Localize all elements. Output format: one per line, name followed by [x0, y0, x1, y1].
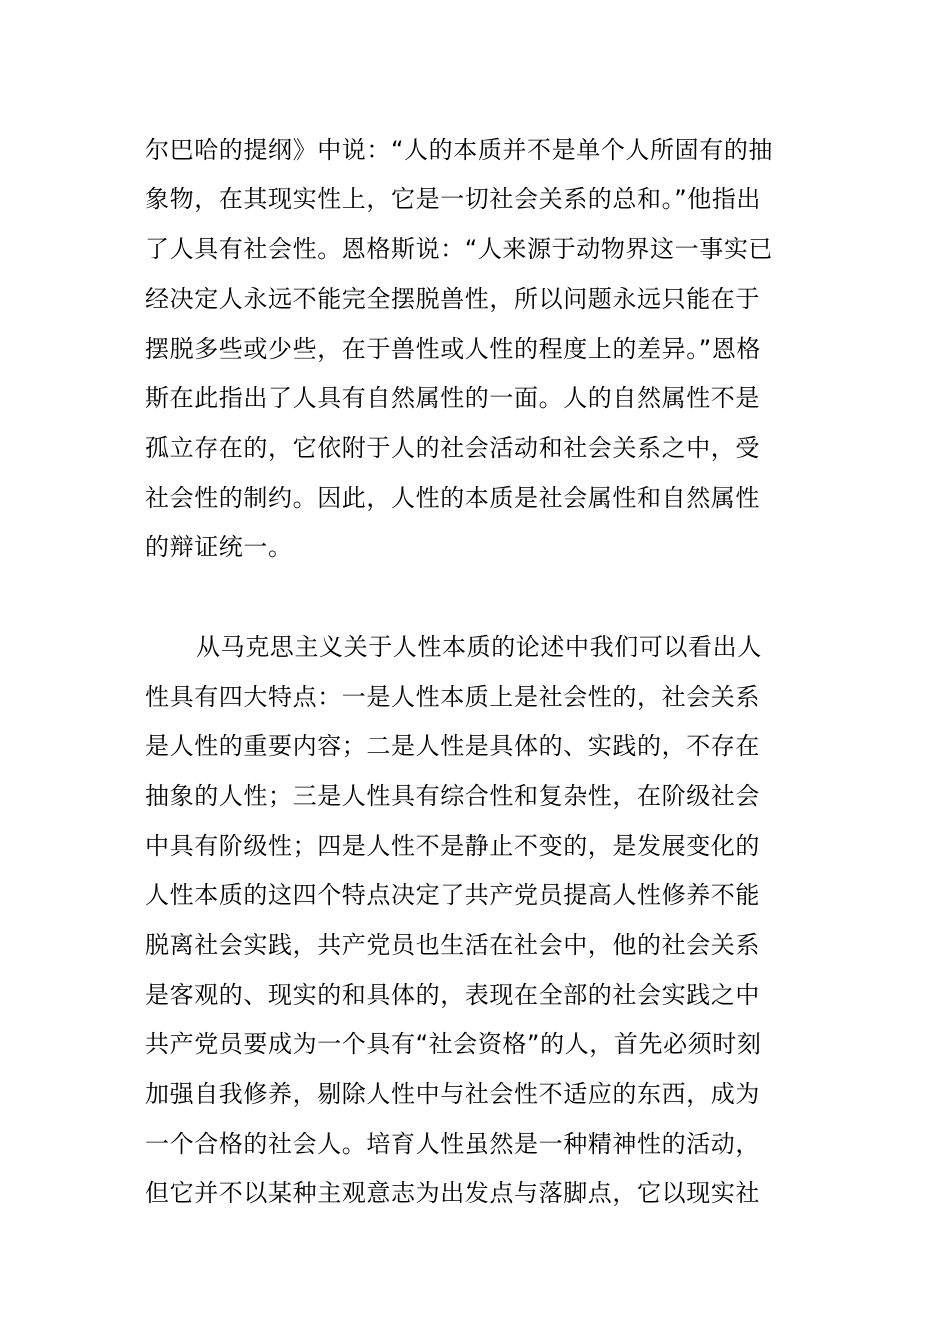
- text-line: 尔巴哈的提纲》中说：“人的本质并不是单个人所固有的抽: [145, 136, 774, 164]
- text-line: 是人性的重要内容；二是人性是具体的、实践的，不存在: [145, 732, 760, 760]
- text-line: 经决定人永远不能完全摆脱兽性，所以问题永远只能在于: [145, 285, 760, 313]
- text-line: 孤立存在的，它依附于人的社会活动和社会关系之中，受: [145, 434, 760, 462]
- text-line: 抽象的人性；三是人性具有综合性和复杂性，在阶级社会: [145, 782, 760, 810]
- text-line: 社会性的制约。因此，人性的本质是社会属性和自然属性: [145, 484, 760, 512]
- text-line: 从马克思主义关于人性本质的论述中我们可以看出人: [196, 633, 762, 661]
- text-line: 性具有四大特点：一是人性本质上是社会性的，社会关系: [145, 683, 760, 711]
- text-line: 共产党员要成为一个具有“社会资格”的人，首先必须时刻: [145, 1030, 762, 1058]
- text-line: 摆脱多些或少些，在于兽性或人性的程度上的差异。”恩格: [145, 335, 762, 363]
- text-line: 的辩证统一。: [145, 533, 293, 561]
- text-line: 了人具有社会性。恩格斯说：“人来源于动物界这一事实已: [145, 235, 774, 263]
- text-line: 但它并不以某种主观意志为出发点与落脚点，它以现实社: [145, 1179, 760, 1207]
- text-line: 斯在此指出了人具有自然属性的一面。人的自然属性不是: [145, 384, 760, 412]
- text-line: 是客观的、现实的和具体的，表现在全部的社会实践之中: [145, 981, 760, 1009]
- text-line: 人性本质的这四个特点决定了共产党员提高人性修养不能: [145, 881, 760, 909]
- text-line: 加强自我修养，剔除人性中与社会性不适应的东西，成为: [145, 1080, 760, 1108]
- text-line: 脱离社会实践，共产党员也生活在社会中，他的社会关系: [145, 931, 760, 959]
- text-line: 象物，在其现实性上，它是一切社会关系的总和。”他指出: [145, 185, 762, 213]
- text-line: 中具有阶级性；四是人性不是静止不变的，是发展变化的: [145, 832, 760, 860]
- text-line: 一个合格的社会人。培育人性虽然是一种精神性的活动，: [145, 1130, 760, 1158]
